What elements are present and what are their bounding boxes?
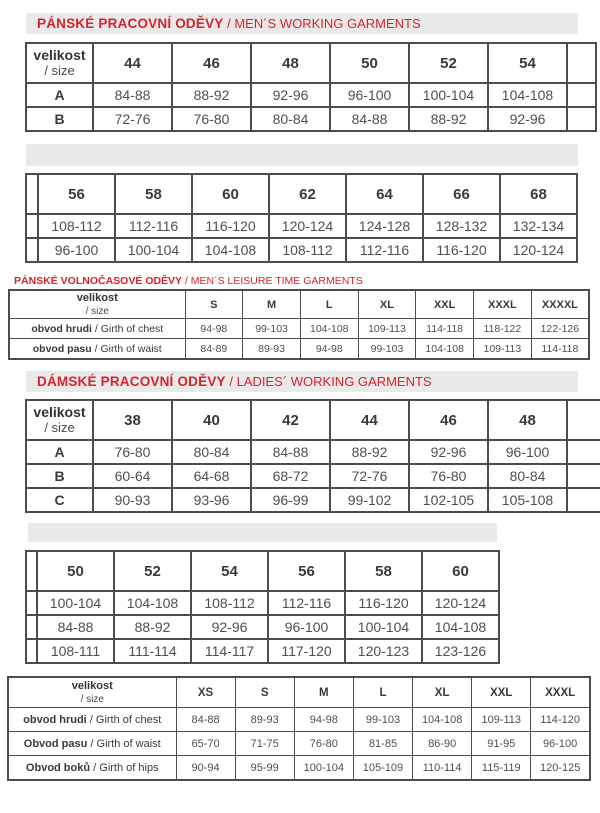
- size-value-cell: 88-92: [114, 615, 191, 639]
- row-label-cell: [8, 708, 176, 732]
- size-value-cell: 114-118: [416, 319, 474, 339]
- size-value-cell: 80-84: [251, 107, 330, 131]
- size-header-cell: XXXL: [474, 290, 532, 319]
- heading-ladies-working: [26, 371, 578, 392]
- empty-cell: [567, 107, 596, 131]
- size-value-cell: 112-116: [115, 214, 192, 238]
- size-value-cell: 108-112: [38, 214, 115, 238]
- empty-cell: [26, 615, 37, 639]
- size-value-cell: 100-104: [294, 756, 353, 781]
- size-value-cell: 72-76: [330, 464, 409, 488]
- size-value-cell: 84-88: [93, 83, 172, 107]
- ladies-working-table-1-clip: [25, 399, 600, 513]
- size-value-cell: 90-94: [176, 756, 235, 781]
- row-label-cell: A: [26, 83, 93, 107]
- size-header-cell: M: [243, 290, 301, 319]
- table-header-row: [8, 677, 590, 708]
- size-header-cell: 58: [115, 174, 192, 214]
- size-value-cell: 99-103: [358, 339, 416, 360]
- table-row: [26, 83, 596, 107]
- size-header-cell: XXL: [416, 290, 474, 319]
- size-header-cell: 64: [346, 174, 423, 214]
- size-header-cell: 58: [345, 551, 422, 591]
- heading-mens-leisure-cz: PÁNSKÉ VOLNOČASOVÉ ODĚVY: [14, 275, 183, 287]
- size-value-cell: 88-92: [172, 83, 251, 107]
- size-header-cell: 62: [269, 174, 346, 214]
- size-value-cell: 72-76: [93, 107, 172, 131]
- size-header-cell: XXXL: [531, 677, 590, 708]
- size-value-cell: 65-70: [176, 732, 235, 756]
- size-header-cell: 42: [251, 400, 330, 440]
- row-label-cz: Obvod pasu: [23, 737, 88, 750]
- empty-cell: [26, 591, 37, 615]
- heading-mens-working: [26, 13, 578, 34]
- size-value-cell: 108-111: [37, 639, 114, 663]
- size-header-cell: 56: [38, 174, 115, 214]
- size-value-cell: 84-88: [176, 708, 235, 732]
- size-label-cz: velikost: [33, 404, 86, 421]
- heading-mens-leisure-en: / MEN´S LEISURE TIME GARMENTS: [182, 275, 363, 287]
- row-label-cell: [9, 339, 185, 360]
- row-label-cz: Obvod boků: [25, 761, 91, 774]
- size-header-cell: 44: [93, 43, 172, 83]
- size-value-cell: 96-100: [531, 732, 590, 756]
- table-row: [26, 639, 499, 663]
- table-header-row: [26, 400, 600, 440]
- size-value-cell: 128-132: [423, 214, 500, 238]
- size-value-cell: 80-84: [488, 464, 567, 488]
- row-label-cell: A: [26, 440, 93, 464]
- size-label-header: [8, 677, 176, 708]
- size-value-cell: 84-88: [330, 107, 409, 131]
- size-label-en: / size: [85, 305, 109, 317]
- size-header-cell: L: [300, 290, 358, 319]
- size-header-cell: L: [353, 677, 412, 708]
- size-value-cell: 92-96: [488, 107, 567, 131]
- size-label-header: [26, 400, 93, 440]
- size-value-cell: 76-80: [172, 107, 251, 131]
- size-value-cell: 100-104: [409, 83, 488, 107]
- size-header-cell: 56: [268, 551, 345, 591]
- table-row: [26, 488, 600, 512]
- size-header-cell: 60: [192, 174, 269, 214]
- row-label-cell: B: [26, 464, 93, 488]
- size-value-cell: 114-118: [531, 339, 589, 360]
- size-value-cell: 112-116: [268, 591, 345, 615]
- size-value-cell: 120-124: [269, 214, 346, 238]
- size-value-cell: 99-103: [353, 708, 412, 732]
- size-value-cell: 93-96: [172, 488, 251, 512]
- size-header-cell: XXXXL: [531, 290, 589, 319]
- table-row: [26, 214, 577, 238]
- ladies-girth-sizes-table: [7, 676, 591, 781]
- size-value-cell: 92-96: [191, 615, 268, 639]
- row-label-en: / Girth of waist: [87, 737, 161, 750]
- empty-cell: [26, 238, 38, 262]
- size-value-cell: 124-128: [346, 214, 423, 238]
- size-value-cell: 132-134: [500, 214, 577, 238]
- size-value-cell: 115-119: [472, 756, 531, 781]
- size-value-cell: 94-98: [185, 319, 243, 339]
- empty-cell: [26, 214, 38, 238]
- size-value-cell: 99-103: [243, 319, 301, 339]
- size-value-cell: 120-124: [422, 591, 499, 615]
- size-label-cz: velikost: [33, 47, 86, 64]
- table-header-row: [9, 290, 589, 319]
- size-value-cell: 84-89: [185, 339, 243, 360]
- table-header-row: [26, 174, 577, 214]
- size-value-cell: 114-117: [191, 639, 268, 663]
- heading-ladies-working-en: / LADIES´ WORKING GARMENTS: [225, 374, 432, 389]
- table-row: [26, 464, 600, 488]
- heading-mens-working-cz: PÁNSKÉ PRACOVNÍ ODĚVY: [37, 16, 224, 31]
- size-value-cell: 116-120: [423, 238, 500, 262]
- table-row: [26, 238, 577, 262]
- size-header-cell: XS: [176, 677, 235, 708]
- empty-cell: [26, 174, 38, 214]
- row-label-en: / Girth of hips: [90, 761, 159, 774]
- size-label-header: [26, 43, 93, 83]
- size-value-cell: 104-108: [114, 591, 191, 615]
- size-value-cell: 120-124: [500, 238, 577, 262]
- row-label-cz: obvod pasu: [32, 342, 92, 355]
- table-row: [9, 339, 589, 360]
- size-label-cz: velikost: [76, 292, 118, 305]
- size-label-header: [9, 290, 185, 319]
- table-row: [26, 591, 499, 615]
- empty-cell: [567, 440, 600, 464]
- size-value-cell: 90-93: [93, 488, 172, 512]
- size-value-cell: 105-108: [488, 488, 567, 512]
- size-value-cell: 84-88: [251, 440, 330, 464]
- table-row: [8, 708, 590, 732]
- table-header-row: [26, 43, 596, 83]
- size-value-cell: 92-96: [409, 440, 488, 464]
- row-label-cell: [8, 732, 176, 756]
- table-row: [26, 440, 600, 464]
- size-value-cell: 76-80: [93, 440, 172, 464]
- size-header-cell: S: [185, 290, 243, 319]
- size-value-cell: 91-95: [472, 732, 531, 756]
- table-row: [9, 319, 589, 339]
- ladies-working-sizes-table-2: [25, 550, 500, 664]
- row-label-en: / Girth of chest: [91, 322, 164, 335]
- size-value-cell: 96-100: [268, 615, 345, 639]
- size-label-cz: velikost: [71, 680, 113, 693]
- size-value-cell: 94-98: [300, 339, 358, 360]
- size-value-cell: 100-104: [37, 591, 114, 615]
- section-divider-band: [26, 144, 578, 166]
- size-label-en: / size: [80, 693, 104, 705]
- size-value-cell: 102-105: [409, 488, 488, 512]
- size-header-cell: 54: [191, 551, 268, 591]
- mens-working-sizes-table-1: [25, 42, 597, 132]
- mens-leisure-sizes-table: [8, 289, 590, 360]
- size-header-cell: 60: [422, 551, 499, 591]
- size-header-cell: 44: [330, 400, 409, 440]
- size-header-cell: 50: [37, 551, 114, 591]
- size-value-cell: 104-108: [413, 708, 472, 732]
- size-value-cell: 89-93: [243, 339, 301, 360]
- size-value-cell: 104-108: [300, 319, 358, 339]
- size-header-cell: 48: [488, 400, 567, 440]
- size-value-cell: 89-93: [235, 708, 294, 732]
- size-header-cell: 52: [114, 551, 191, 591]
- ladies-working-sizes-table-1: [25, 399, 600, 513]
- size-header-cell: 40: [172, 400, 251, 440]
- row-label-cell: [9, 319, 185, 339]
- size-value-cell: 105-109: [353, 756, 412, 781]
- row-label-cell: [8, 756, 176, 781]
- size-value-cell: 88-92: [409, 107, 488, 131]
- size-header-cell: 68: [500, 174, 577, 214]
- size-value-cell: 60-64: [93, 464, 172, 488]
- size-header-cell: XL: [413, 677, 472, 708]
- empty-cell: [26, 551, 37, 591]
- size-value-cell: 120-125: [531, 756, 590, 781]
- size-value-cell: 108-112: [269, 238, 346, 262]
- size-value-cell: 109-113: [358, 319, 416, 339]
- size-value-cell: 118-122: [474, 319, 532, 339]
- size-value-cell: 100-104: [115, 238, 192, 262]
- size-value-cell: 120-123: [345, 639, 422, 663]
- size-value-cell: 76-80: [294, 732, 353, 756]
- table-header-row: [26, 551, 499, 591]
- size-value-cell: 104-108: [488, 83, 567, 107]
- size-value-cell: 104-108: [422, 615, 499, 639]
- size-value-cell: 116-120: [192, 214, 269, 238]
- heading-mens-leisure: [14, 271, 600, 285]
- empty-cell: [567, 83, 596, 107]
- size-value-cell: 114-120: [531, 708, 590, 732]
- size-header-cell: 46: [172, 43, 251, 83]
- size-value-cell: 71-75: [235, 732, 294, 756]
- row-label-cell: C: [26, 488, 93, 512]
- size-value-cell: 96-100: [488, 440, 567, 464]
- size-value-cell: 96-100: [330, 83, 409, 107]
- empty-cell: [26, 639, 37, 663]
- row-label-en: / Girth of chest: [86, 713, 162, 726]
- size-value-cell: 84-88: [37, 615, 114, 639]
- size-header-cell: 46: [409, 400, 488, 440]
- size-value-cell: 68-72: [251, 464, 330, 488]
- size-header-cell: 66: [423, 174, 500, 214]
- mens-working-sizes-table-2: [25, 173, 578, 263]
- size-value-cell: 109-113: [472, 708, 531, 732]
- size-value-cell: 123-126: [422, 639, 499, 663]
- row-label-cz: obvod hrudi: [31, 322, 92, 335]
- size-value-cell: 108-112: [191, 591, 268, 615]
- empty-cell: [567, 488, 600, 512]
- table-row: [8, 732, 590, 756]
- size-value-cell: 88-92: [330, 440, 409, 464]
- size-value-cell: 80-84: [172, 440, 251, 464]
- table-row: [26, 107, 596, 131]
- size-value-cell: 81-85: [353, 732, 412, 756]
- row-label-en: / Girth of waist: [91, 342, 162, 355]
- size-header-cell: M: [294, 677, 353, 708]
- size-value-cell: 86-90: [413, 732, 472, 756]
- size-header-cell: 48: [251, 43, 330, 83]
- empty-cell: [567, 464, 600, 488]
- size-header-cell: XL: [358, 290, 416, 319]
- size-header-cell: 50: [330, 43, 409, 83]
- size-label-en: / size: [44, 63, 75, 79]
- size-value-cell: 94-98: [294, 708, 353, 732]
- size-value-cell: 95-99: [235, 756, 294, 781]
- size-value-cell: 112-116: [346, 238, 423, 262]
- size-value-cell: 104-108: [192, 238, 269, 262]
- size-value-cell: 96-99: [251, 488, 330, 512]
- size-value-cell: 100-104: [345, 615, 422, 639]
- heading-mens-working-en: / MEN´S WORKING GARMENTS: [223, 16, 421, 31]
- size-header-cell: 54: [488, 43, 567, 83]
- size-value-cell: 104-108: [416, 339, 474, 360]
- size-value-cell: 117-120: [268, 639, 345, 663]
- size-value-cell: 92-96: [251, 83, 330, 107]
- size-value-cell: 122-126: [531, 319, 589, 339]
- row-label-cz: obvod hrudi: [23, 713, 87, 726]
- size-label-en: / size: [44, 420, 75, 436]
- table-row: [26, 615, 499, 639]
- empty-cell: [567, 400, 600, 440]
- table-row: [8, 756, 590, 781]
- empty-cell: [567, 43, 596, 83]
- size-value-cell: 76-80: [409, 464, 488, 488]
- size-value-cell: 116-120: [345, 591, 422, 615]
- size-header-cell: XXL: [472, 677, 531, 708]
- size-header-cell: 38: [93, 400, 172, 440]
- size-value-cell: 96-100: [38, 238, 115, 262]
- size-value-cell: 109-113: [474, 339, 532, 360]
- section-divider-band: [28, 523, 497, 542]
- size-header-cell: 52: [409, 43, 488, 83]
- size-header-cell: S: [235, 677, 294, 708]
- size-value-cell: 111-114: [114, 639, 191, 663]
- size-value-cell: 99-102: [330, 488, 409, 512]
- heading-ladies-working-cz: DÁMSKÉ PRACOVNÍ ODĚVY: [37, 374, 226, 389]
- row-label-cell: B: [26, 107, 93, 131]
- size-value-cell: 64-68: [172, 464, 251, 488]
- size-value-cell: 110-114: [413, 756, 472, 781]
